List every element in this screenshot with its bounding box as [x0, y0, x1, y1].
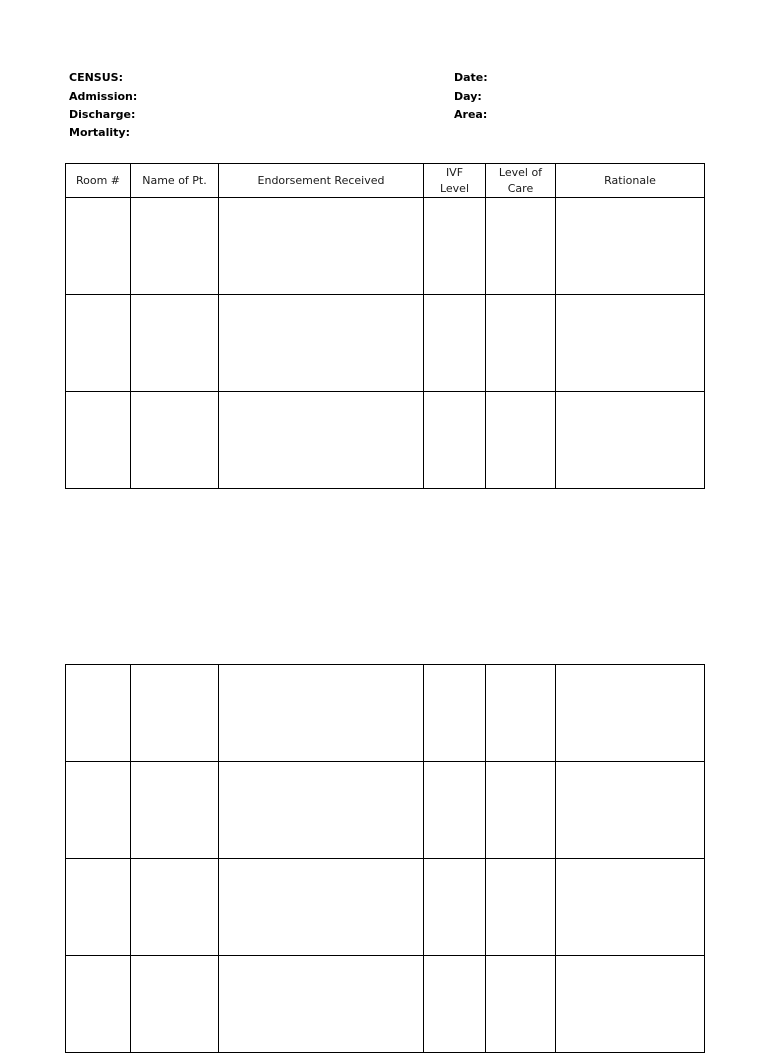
- cell-rationale[interactable]: [556, 198, 705, 295]
- table-row: [66, 956, 705, 1053]
- cell-level-of-care[interactable]: [486, 762, 556, 859]
- discharge-label: Discharge:: [69, 108, 136, 121]
- cell-level-of-care[interactable]: [486, 295, 556, 392]
- cell-patient-name[interactable]: [131, 762, 219, 859]
- cell-room[interactable]: [66, 392, 131, 489]
- cell-ivf-level[interactable]: [424, 198, 486, 295]
- table-header-row: [66, 164, 705, 198]
- date-label: Date:: [454, 71, 488, 84]
- cell-endorsement[interactable]: [219, 198, 424, 295]
- table-row: [66, 295, 705, 392]
- table-row: [66, 392, 705, 489]
- table-row: [66, 665, 705, 762]
- cell-endorsement[interactable]: [219, 665, 424, 762]
- cell-rationale[interactable]: [556, 295, 705, 392]
- cell-rationale[interactable]: [556, 762, 705, 859]
- cell-endorsement[interactable]: [219, 762, 424, 859]
- cell-patient-name[interactable]: [131, 198, 219, 295]
- cell-level-of-care[interactable]: [486, 859, 556, 956]
- column-header-patient-name: Name of Pt.: [131, 164, 219, 198]
- cell-patient-name[interactable]: [131, 665, 219, 762]
- cell-rationale[interactable]: [556, 859, 705, 956]
- cell-ivf-level[interactable]: [424, 859, 486, 956]
- cell-patient-name[interactable]: [131, 295, 219, 392]
- cell-room[interactable]: [66, 295, 131, 392]
- cell-endorsement[interactable]: [219, 956, 424, 1053]
- cell-ivf-level[interactable]: [424, 665, 486, 762]
- cell-patient-name[interactable]: [131, 859, 219, 956]
- endorsement-table-continued: [65, 664, 705, 1053]
- cell-rationale[interactable]: [556, 665, 705, 762]
- cell-patient-name[interactable]: [131, 956, 219, 1053]
- mortality-label: Mortality:: [69, 126, 130, 139]
- cell-room[interactable]: [66, 762, 131, 859]
- column-header-endorsement: Endorsement Received: [219, 164, 424, 198]
- area-label: Area:: [454, 108, 488, 121]
- table-row: [66, 198, 705, 295]
- cell-rationale[interactable]: [556, 956, 705, 1053]
- cell-room[interactable]: [66, 859, 131, 956]
- cell-ivf-level[interactable]: [424, 295, 486, 392]
- census-label: CENSUS:: [69, 71, 123, 84]
- cell-endorsement[interactable]: [219, 295, 424, 392]
- cell-ivf-level[interactable]: [424, 392, 486, 489]
- cell-level-of-care[interactable]: [486, 392, 556, 489]
- column-header-ivf-level: IVF Level: [424, 164, 486, 198]
- column-header-rationale: Rationale: [556, 164, 705, 198]
- cell-level-of-care[interactable]: [486, 198, 556, 295]
- table-row: [66, 762, 705, 859]
- cell-room[interactable]: [66, 198, 131, 295]
- endorsement-table: [65, 163, 705, 489]
- column-header-level-of-care: Level of Care: [486, 164, 556, 198]
- cell-rationale[interactable]: [556, 392, 705, 489]
- cell-level-of-care[interactable]: [486, 665, 556, 762]
- cell-level-of-care[interactable]: [486, 956, 556, 1053]
- cell-endorsement[interactable]: [219, 859, 424, 956]
- day-label: Day:: [454, 90, 482, 103]
- cell-room[interactable]: [66, 956, 131, 1053]
- table-row: [66, 859, 705, 956]
- admission-label: Admission:: [69, 90, 138, 103]
- cell-patient-name[interactable]: [131, 392, 219, 489]
- column-header-room: Room #: [66, 164, 131, 198]
- cell-ivf-level[interactable]: [424, 762, 486, 859]
- cell-ivf-level[interactable]: [424, 956, 486, 1053]
- cell-endorsement[interactable]: [219, 392, 424, 489]
- cell-room[interactable]: [66, 665, 131, 762]
